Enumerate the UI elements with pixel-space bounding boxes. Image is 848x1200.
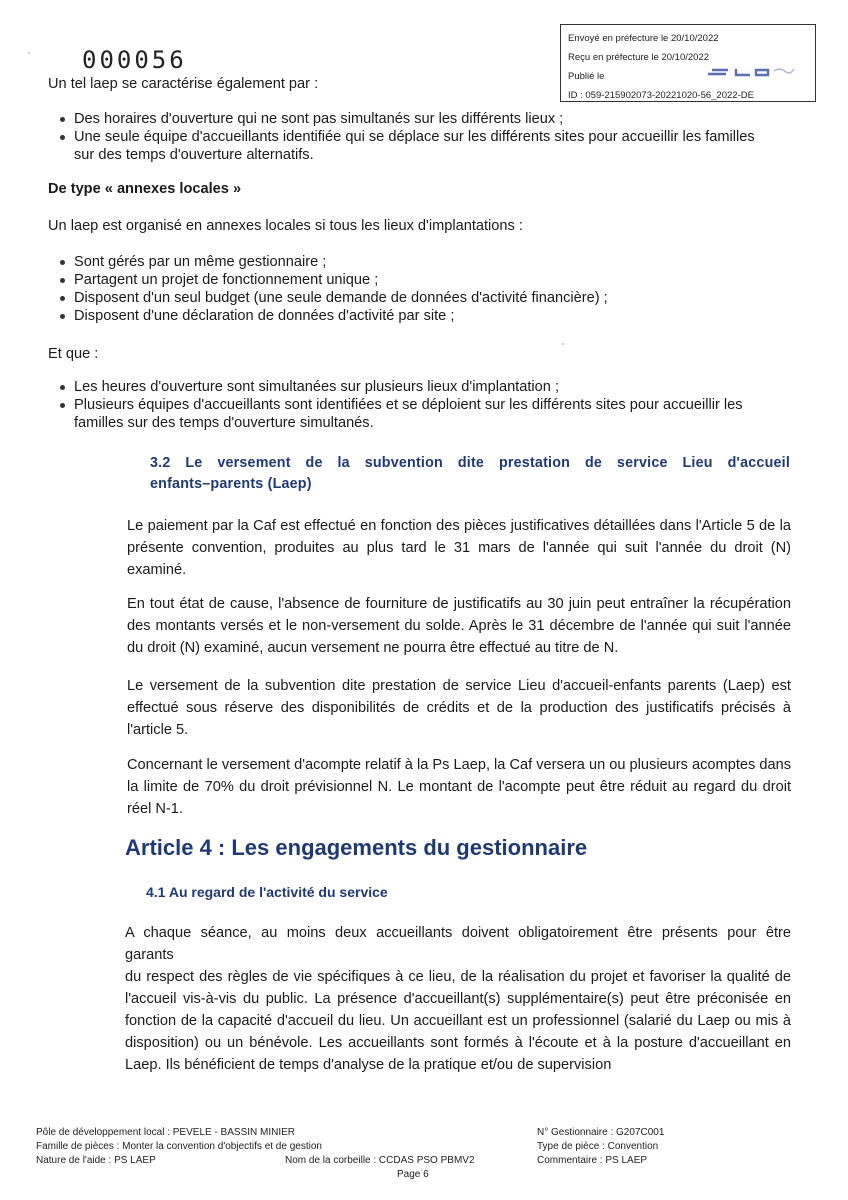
paragraph: Concernant le versement d'acompte relatif à la Ps Laep, la Caf versera un ou plusieurs acomptes dans la limite de 70% du droit prévisionnel N. Le montant de l'acompte peut être réduit au regard du droit réel N-1. [127,757,791,817]
list-item: Une seule équipe d'accueillants identifiée qui se déplace sur les différents sites pour accueillir les familles [48,128,808,146]
intro-bullet-list [48,110,808,164]
bullet-icon [60,278,65,283]
list-item-continued: sur des temps d'ouverture alternatifs. [74,147,314,163]
bullet-icon [60,314,65,319]
bullet-icon [60,296,65,301]
bullet-icon [60,260,65,265]
section-3-2-line1: 3.2 Le versement de la subvention dite prestation de service Lieu d'accueil [150,455,790,471]
et-que-text: Et que : [48,346,99,362]
paragraph: Le versement de la subvention dite prestation de service Lieu d'accueil-enfants parents (Laep) est effectué sous réserve des disponibilités de crédits et de la production des justificatifs précisés à l'article 5. [127,678,791,738]
s2lo-logo [706,65,796,85]
annexes-intro: Un laep est organisé en annexes locales si tous les lieux d'implantations : [48,218,523,234]
stamp-id: ID : 059-215902073-20221020-56_2022-DE [568,90,754,101]
bullet-icon [60,117,65,122]
intro-text: Un tel laep se caractérise également par : [48,76,319,92]
footer-famille: Famille de pièces : Monter la convention d'objectifs et de gestion [36,1141,322,1152]
annexes-bullet-list [48,253,808,325]
footer-pole: Pôle de développement local : PEVELE - BASSIN MINIER [36,1127,296,1138]
annexes-heading: De type « annexes locales » [48,181,242,197]
footer-gestionnaire: N° Gestionnaire : G207C001 [537,1127,665,1138]
stamp-published: Publié le [568,71,605,82]
prefecture-stamp [560,24,816,102]
bullet-icon [60,403,65,408]
s2lo-logo-mark [706,65,796,79]
bullet-icon [60,135,65,140]
list-item: Sont gérés par un même gestionnaire ; [48,253,808,271]
article-4-title: Article 4 : Les engagements du gestionnaire [125,835,588,860]
section-3-2-line2: enfants–parents (Laep) [150,476,312,492]
et-que-bullet-list [48,378,808,432]
list-item: Des horaires d'ouverture qui ne sont pas simultanés sur les différents lieux ; [48,110,808,128]
paragraph: Le paiement par la Caf est effectué en fonction des pièces justificatives détaillées dans l'Article 5 de la présente convention, produites au plus tard le 31 mars de l'année qui suit l'année du droit (N) examiné. [127,518,791,578]
footer-nature: Nature de l'aide : PS LAEP [36,1155,156,1166]
stamp-received: Reçu en préfecture le 20/10/2022 [568,52,710,63]
footer-page-number: Page 6 [397,1169,429,1180]
document-number: 000056 [82,46,187,74]
list-item: Disposent d'un seul budget (une seule demande de données d'activité financière) ; [48,289,808,307]
stamp-sent: Envoyé en préfecture le 20/10/2022 [568,33,719,44]
footer-commentaire: Commentaire : PS LAEP [537,1155,648,1166]
list-item: Disposent d'une déclaration de données d'activité par site ; [48,307,808,325]
list-item: Les heures d'ouverture sont simultanées sur plusieurs lieux d'implantation ; [48,378,808,396]
list-item-continued: familles sur des temps d'ouverture simultanés. [74,415,374,431]
footer-type-piece: Type de pièce : Convention [537,1141,659,1152]
scan-speck [28,52,30,54]
footer-corbeille: Nom de la corbeille : CCDAS PSO PBMV2 [285,1155,475,1166]
paragraph-4-1: A chaque séance, au moins deux accueillants doivent obligatoirement être présents pour être garants du respect des règles de vie spécifiques à ce lieu, de la réalisation du projet et favoriser la qualité de l'accueil vis-à-vis du public. La présence d'accueillant(s) supplémentaire(s) peut être préconisée en fonction de la capacité d'accueil du lieu. Un accueillant est un professionnel (salarié du Laep ou mis à disposition) ou un bénévole. Les accueillants sont formés à l'écoute et à la posture d'accueillant en Laep. Ils bénéficient de temps d'analyse de la pratique et/ou de supervision [125,925,791,1073]
bullet-icon [60,385,65,390]
section-4-1-heading: 4.1 Au regard de l'activité du service [146,884,388,900]
scan-speck [562,343,564,345]
paragraph: En tout état de cause, l'absence de fourniture de justificatifs au 30 juin peut entraîner la récupération des montants versés et le non-versement du solde. Après le 31 décembre de l'année qui suit l'année du droit (N) examiné, aucun versement ne pourra être effectué au titre de N. [127,596,791,656]
list-item: Partagent un projet de fonctionnement unique ; [48,271,808,289]
list-item: Plusieurs équipes d'accueillants sont identifiées et se déploient sur les différents sites pour accueillir les [48,396,808,414]
section-3-2-heading [150,453,790,495]
